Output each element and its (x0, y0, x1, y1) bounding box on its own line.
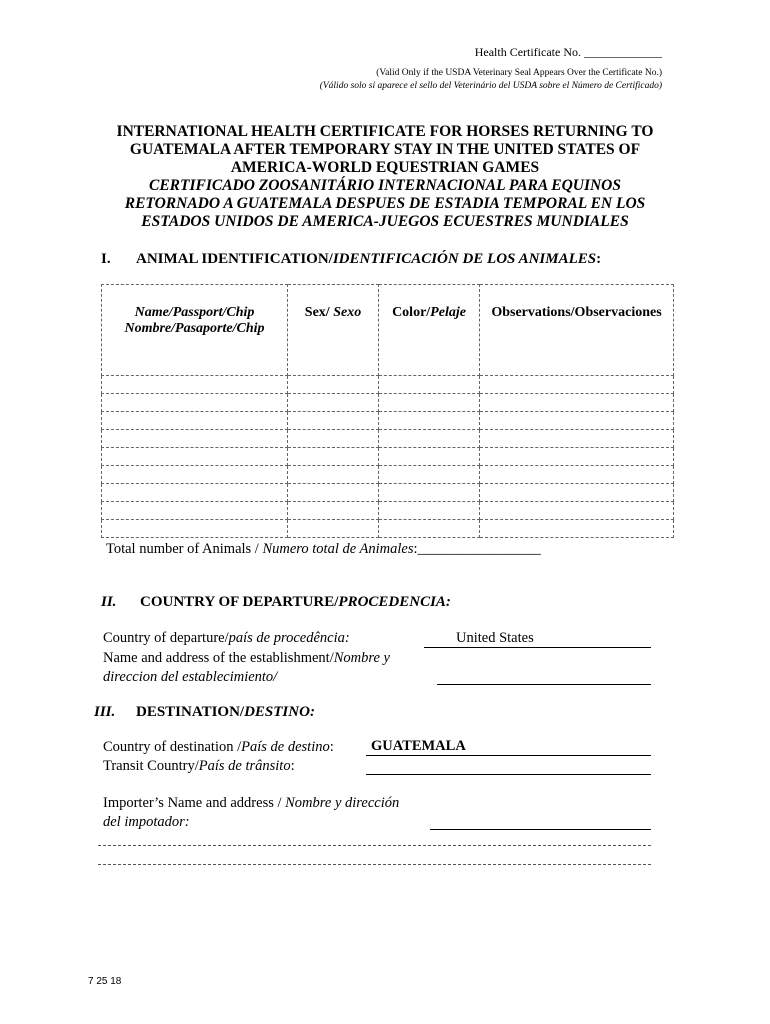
title-en-line1: INTERNATIONAL HEALTH CERTIFICATE FOR HORSES RETURNING TO (116, 123, 654, 140)
cell-color[interactable] (379, 394, 480, 412)
cell-observations[interactable] (480, 502, 674, 520)
cell-observations[interactable] (480, 520, 674, 538)
establishment-label-es2: direccion del establecimiento/ (103, 669, 278, 685)
transit-label-es: País de trânsito (198, 758, 291, 774)
cell-sex[interactable] (288, 376, 379, 394)
column-color-es: Pelaje (430, 305, 466, 320)
table-row (102, 412, 674, 430)
table-row (102, 394, 674, 412)
establishment-label-es1: Nombre y (333, 650, 390, 666)
departure-label-en: Country of departure/ (103, 630, 229, 646)
table-row (102, 520, 674, 538)
column-name-es: Nombre/Pasaporte/Chip (124, 321, 265, 336)
section-1-number: I. (101, 251, 111, 267)
departure-label-es: país de procedência: (228, 630, 350, 646)
valid-note-spanish: (Válido solo si aparece el sello del Veterinário del USDA sobre el Número de Certificado) (319, 81, 662, 91)
column-color-en: Color/ (392, 305, 431, 320)
importer-address-line-2[interactable] (98, 864, 651, 865)
destination-label-en: Country of destination / (103, 739, 242, 755)
table-row (102, 448, 674, 466)
establishment-label-en: Name and address of the establishment/ (103, 650, 334, 666)
cell-observations[interactable] (480, 466, 674, 484)
cell-color[interactable] (379, 412, 480, 430)
departure-country-label (103, 630, 350, 647)
destination-label-colon: : (329, 739, 334, 755)
cell-observations[interactable] (480, 484, 674, 502)
cell-observations[interactable] (480, 448, 674, 466)
total-animals-field[interactable]: :_________________ (413, 541, 541, 557)
table-row (102, 430, 674, 448)
cell-sex[interactable] (288, 502, 379, 520)
column-sex (288, 285, 379, 376)
table-row (102, 502, 674, 520)
total-animals-label-es: Numero total de Animales (262, 541, 414, 557)
establishment-field[interactable] (437, 672, 651, 685)
title-es-line3: ESTADOS UNIDOS DE AMERICA-JUEGOS ECUESTRES MUNDIALES (141, 213, 629, 230)
departure-country-field[interactable]: United States (424, 630, 651, 648)
section-1-title (136, 251, 601, 268)
cell-sex[interactable] (288, 466, 379, 484)
cell-name[interactable] (102, 502, 288, 520)
importer-label-es2: del impotador: (103, 814, 190, 830)
cell-color[interactable] (379, 466, 480, 484)
section-1-title-en: ANIMAL IDENTIFICATION/ (136, 251, 333, 267)
importer-address-line-1[interactable] (98, 845, 651, 846)
column-sex-en: Sex/ (304, 305, 334, 320)
cell-name[interactable] (102, 430, 288, 448)
table-row (102, 376, 674, 394)
importer-label-en: Importer’s Name and address / (103, 795, 286, 811)
title-es-line1: CERTIFICADO ZOOSANITÁRIO INTERNACIONAL PARA EQUINOS (149, 177, 621, 194)
cell-sex[interactable] (288, 484, 379, 502)
column-name-en: Name/Passport/Chip (134, 305, 255, 320)
cell-color[interactable] (379, 520, 480, 538)
column-name-passport-chip (102, 285, 288, 376)
certificate-number-label: Health Certificate No. _____________ (474, 45, 662, 59)
cell-name[interactable] (102, 448, 288, 466)
cell-observations[interactable] (480, 412, 674, 430)
transit-label-colon: : (290, 758, 295, 774)
document-title (90, 123, 680, 231)
section-2-title (140, 594, 451, 611)
cell-name[interactable] (102, 394, 288, 412)
section-1-title-es: IDENTIFICACIÓN DE LOS ANIMALES (332, 251, 597, 267)
title-en-line2: GUATEMALA AFTER TEMPORARY STAY IN THE UNITED STATES OF (129, 141, 641, 158)
title-en-line3: AMERICA-WORLD EQUESTRIAN GAMES (230, 159, 540, 176)
destination-label-es: País de destino (241, 739, 330, 755)
cell-sex[interactable] (288, 412, 379, 430)
cell-color[interactable] (379, 502, 480, 520)
column-color (379, 285, 480, 376)
section-3-title (136, 704, 315, 721)
title-es-line2: RETORNADO A GUATEMALA DESPUES DE ESTADIA TEMPORAL EN LOS (124, 195, 646, 212)
section-2-title-es: PROCEDENCIA: (338, 594, 451, 610)
section-3-title-es: DESTINO: (244, 704, 315, 720)
total-animals-row (106, 541, 541, 558)
destination-country-label (103, 739, 334, 756)
table-row (102, 466, 674, 484)
section-1-title-colon: : (596, 251, 602, 267)
section-3-number: III. (94, 704, 116, 720)
cell-color[interactable] (379, 376, 480, 394)
cell-color[interactable] (379, 430, 480, 448)
cell-sex[interactable] (288, 448, 379, 466)
section-3-title-en: DESTINATION/ (136, 704, 245, 720)
cell-name[interactable] (102, 466, 288, 484)
cell-color[interactable] (379, 448, 480, 466)
transit-country-label (103, 758, 295, 775)
form-revision-code: 7 25 18 (88, 976, 122, 987)
cell-name[interactable] (102, 412, 288, 430)
cell-color[interactable] (379, 484, 480, 502)
importer-field[interactable] (430, 817, 651, 830)
section-2-number: II. (101, 594, 117, 610)
column-observations: Observations/Observaciones (480, 285, 674, 376)
cell-sex[interactable] (288, 394, 379, 412)
cell-name[interactable] (102, 376, 288, 394)
table-header-row (102, 285, 674, 376)
total-animals-label-en: Total number of Animals / (106, 541, 263, 557)
cell-name[interactable] (102, 484, 288, 502)
column-sex-es: Sexo (333, 305, 362, 320)
transit-label-en: Transit Country/ (103, 758, 199, 774)
importer-label (103, 794, 399, 832)
section-2-title-en: COUNTRY OF DEPARTURE/ (140, 594, 339, 610)
cell-name[interactable] (102, 520, 288, 538)
transit-country-field[interactable] (366, 762, 651, 775)
valid-note-english: (Valid Only if the USDA Veterinary Seal Appears Over the Certificate No.) (376, 68, 662, 78)
importer-label-es1: Nombre y dirección (285, 795, 400, 811)
cell-observations[interactable] (480, 376, 674, 394)
establishment-label (103, 649, 433, 687)
animal-identification-table (101, 284, 674, 538)
cell-sex[interactable] (288, 520, 379, 538)
cell-sex[interactable] (288, 430, 379, 448)
table-row (102, 484, 674, 502)
destination-country-field[interactable]: GUATEMALA (366, 738, 651, 756)
cell-observations[interactable] (480, 394, 674, 412)
cell-observations[interactable] (480, 430, 674, 448)
